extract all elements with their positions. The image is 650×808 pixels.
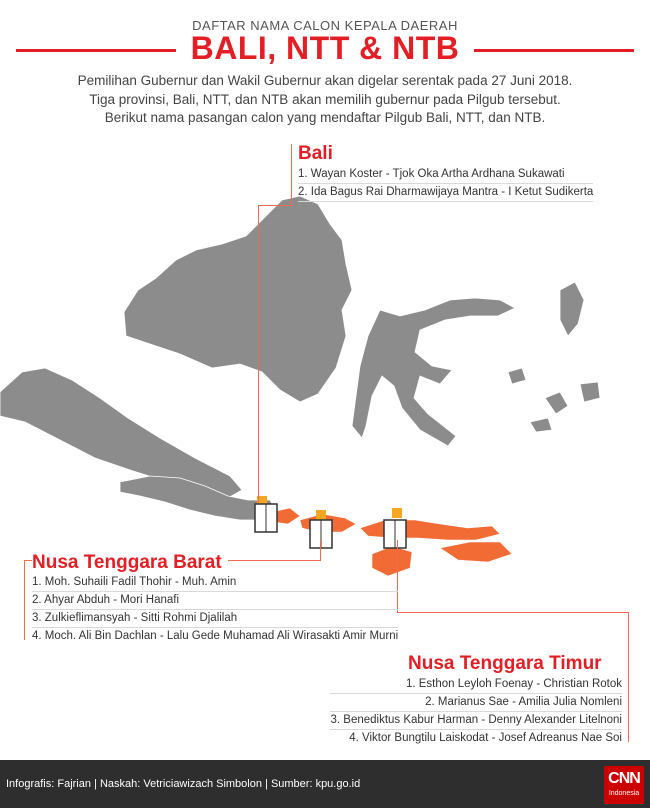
cnn-logo-text: CNN	[608, 770, 640, 787]
bali-connector-top	[291, 144, 292, 206]
list-item: 2. Ahyar Abduh - Mori Hanafi	[32, 594, 180, 606]
maluku-islands	[508, 368, 600, 432]
divider	[298, 201, 593, 202]
region-title-ntt: Nusa Tenggara Timur	[404, 653, 606, 675]
intro-line: Pemilihan Gubernur dan Wakil Gubernur akan digelar serentak pada 27 Juni 2018.	[77, 73, 573, 88]
list-item: 2. Ida Bagus Rai Dharmawijaya Mantra - I Ketut Sudikerta	[298, 186, 594, 198]
halmahera-island	[560, 282, 584, 336]
ntb-connector-v	[24, 560, 25, 640]
page-title: BALI, NTT & NTB	[190, 30, 460, 66]
indonesia-map	[0, 140, 650, 580]
ntb-connector	[320, 540, 321, 560]
ntt-province	[360, 520, 512, 576]
intro-text	[40, 72, 610, 128]
bali-connector-v	[258, 205, 259, 503]
candidate-list-ntb	[32, 574, 398, 645]
cnn-logo-subtext: Indonesia	[608, 790, 640, 797]
sumatra-island	[0, 368, 242, 498]
ballot-box-icon	[384, 508, 406, 548]
list-item: 4. Viktor Bungtilu Laiskodat - Josef Adreanus Nae Soi	[349, 732, 622, 744]
list-item: 3. Zulkieflimansyah - Sitti Rohmi Djalilah	[32, 612, 238, 624]
ntt-connector-v	[628, 612, 629, 742]
list-item: 1. Esthon Leyloh Foenay - Christian Rotok	[405, 678, 622, 690]
candidate-list-bali	[298, 166, 593, 202]
region-title-bali: Bali	[298, 143, 333, 164]
footer-credits: Infografis: Fajrian | Naskah: Vetriciawizach Simbolon | Sumber: kpu.go.id	[6, 778, 361, 790]
candidate-list-ntt	[330, 676, 622, 747]
intro-line: Tiga provinsi, Bali, NTT, dan NTB akan memilih gubernur pada Pilgub tersebut.	[89, 91, 561, 107]
list-item: 1. Moh. Suhaili Fadil Thohir - Muh. Amin	[32, 576, 237, 588]
region-title-ntb: Nusa Tenggara Barat	[32, 552, 228, 574]
list-item: 4. Moch. Ali Bin Dachlan - Lalu Gede Muhamad Ali Wirasakti Amir Murni	[32, 630, 399, 642]
kicker-text: DAFTAR NAMA CALON KEPALA DAERAH	[192, 18, 458, 33]
intro-line: Berikut nama pasangan calon yang mendaftar Pilgub Bali, NTT, dan NTB.	[104, 110, 546, 125]
sulawesi-island	[352, 298, 515, 446]
kalimantan-island	[124, 196, 352, 402]
list-item: 3. Benediktus Kabur Harman - Denny Alexander Litelnoni	[330, 714, 622, 726]
list-item: 1. Wayan Koster - Tjok Oka Artha Ardhana Sukawati	[298, 168, 565, 180]
list-item: 2. Marianus Sae - Amilia Julia Nomleni	[425, 696, 622, 708]
ntt-connector-h	[397, 612, 629, 613]
bali-connector-h	[258, 205, 291, 206]
